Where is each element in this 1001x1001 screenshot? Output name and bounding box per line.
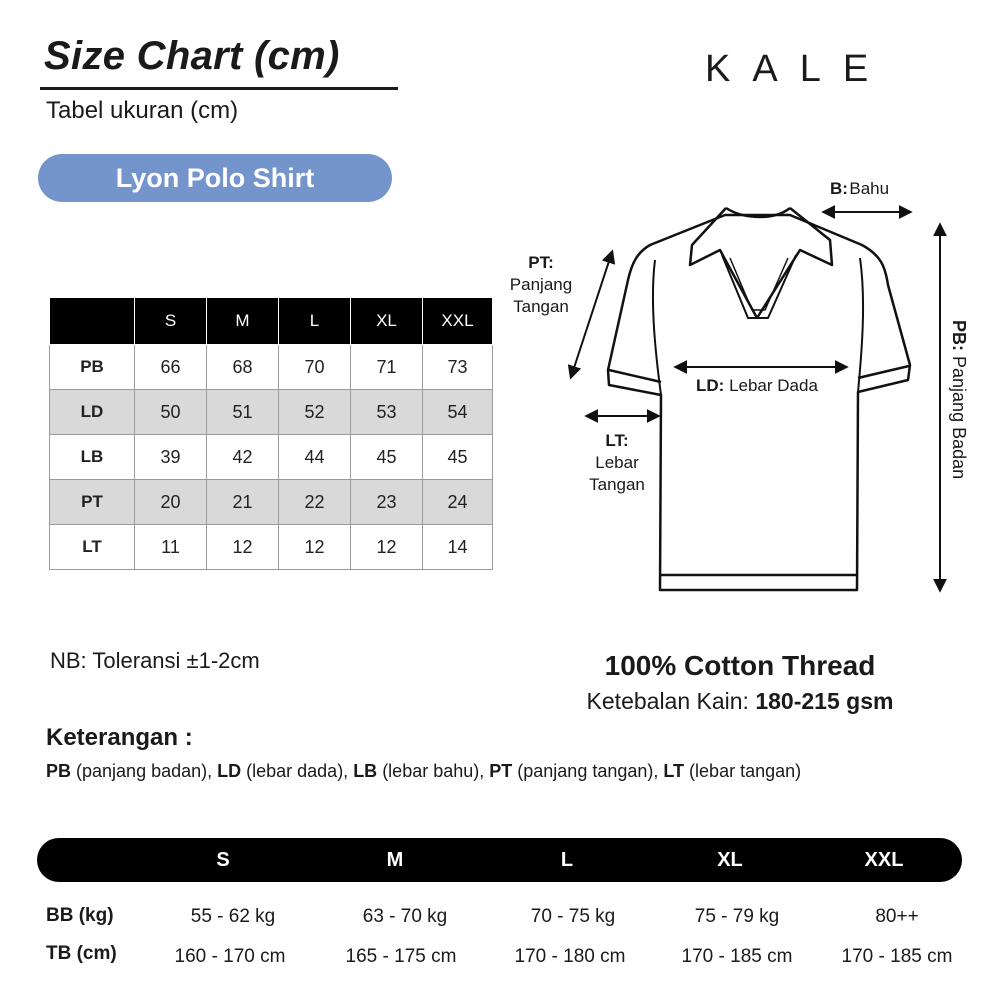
polo-shirt-illustration — [608, 208, 910, 590]
table-cell: 73 — [423, 345, 493, 390]
right-armhole-seam — [858, 258, 863, 392]
table-cell: 12 — [207, 525, 279, 570]
recommendation-header-bar — [37, 838, 962, 882]
table-cell: 170 - 185 cm — [681, 946, 793, 967]
table-cell: 170 - 185 cm — [841, 946, 953, 967]
table-cell: 52 — [279, 390, 351, 435]
table-cell: 50 — [135, 390, 207, 435]
legend-line: PB (panjang badan), LD (lebar dada), LB (lebar bahu), PT (panjang tangan), LT (lebar tangan) — [46, 761, 802, 781]
material-text: 100% Cotton Thread — [604, 650, 876, 681]
page-title: Size Chart (cm) — [44, 34, 340, 78]
size-header: S — [216, 849, 230, 871]
size-header: XL — [717, 849, 743, 871]
table-cell: 165 - 175 cm — [345, 946, 457, 967]
row-label: LT — [50, 525, 135, 570]
table-cell: 44 — [279, 435, 351, 480]
table-cell: 53 — [351, 390, 423, 435]
tolerance-note: NB: Toleransi ±1-2cm — [50, 648, 260, 673]
row-label: LB — [50, 435, 135, 480]
table-cell: 70 - 75 kg — [530, 906, 616, 927]
table-cell: 45 — [423, 435, 493, 480]
table-cell: 12 — [351, 525, 423, 570]
table-cell: 71 — [351, 345, 423, 390]
table-cell: 23 — [351, 480, 423, 525]
table-cell: 39 — [135, 435, 207, 480]
table-cell: 63 - 70 kg — [362, 906, 448, 927]
size-header: XXL — [423, 298, 493, 345]
legend-title: Keterangan : — [46, 724, 193, 751]
left-cuff-line — [609, 370, 661, 382]
left-armhole-seam — [653, 260, 661, 395]
size-header: L — [560, 849, 574, 871]
table-cell: 14 — [423, 525, 493, 570]
table-cell: 70 — [279, 345, 351, 390]
table-cell: 51 — [207, 390, 279, 435]
size-header: XXL — [864, 849, 904, 871]
table-cell: 75 - 79 kg — [694, 906, 780, 927]
size-header: XL — [351, 298, 423, 345]
table-cell: 21 — [207, 480, 279, 525]
table-cell: 45 — [351, 435, 423, 480]
table-cell: 170 - 180 cm — [514, 946, 626, 967]
table-cell: 80++ — [875, 906, 919, 927]
product-name: Lyon Polo Shirt — [115, 162, 315, 193]
shoulder-label: B: Bahu — [830, 179, 890, 198]
page-subtitle: Tabel ukuran (cm) — [46, 97, 239, 124]
sleeve-width-label: LT: Lebar Tangan — [589, 431, 645, 494]
table-cell: 22 — [279, 480, 351, 525]
row-label: LD — [50, 390, 135, 435]
table-cell: 54 — [423, 390, 493, 435]
table-cell: 20 — [135, 480, 207, 525]
brand-logo: KALE — [705, 48, 891, 90]
table-cell: 68 — [207, 345, 279, 390]
size-header: S — [135, 298, 207, 345]
size-header: L — [279, 298, 351, 345]
row-label: PB — [50, 345, 135, 390]
row-label: BB (kg) — [46, 905, 114, 926]
row-label: PT — [50, 480, 135, 525]
right-cuff-line — [858, 366, 909, 378]
size-header: M — [207, 298, 279, 345]
table-cell: 42 — [207, 435, 279, 480]
size-header: M — [386, 849, 404, 871]
table-cell: 11 — [135, 525, 207, 570]
table-cell: 66 — [135, 345, 207, 390]
table-cell: 160 - 170 cm — [174, 946, 286, 967]
row-label: TB (cm) — [46, 943, 117, 964]
table-cell: 24 — [423, 480, 493, 525]
fabric-thickness: Ketebalan Kain: 180-215 gsm — [586, 688, 894, 714]
table-cell: 55 - 62 kg — [190, 906, 276, 927]
sleeve-length-label: PT: Panjang Tangan — [509, 253, 573, 316]
table-cell: 12 — [279, 525, 351, 570]
body-length-label: PB: Panjang Badan — [949, 320, 969, 480]
chest-width-label: LD: Lebar Dada — [696, 376, 818, 395]
